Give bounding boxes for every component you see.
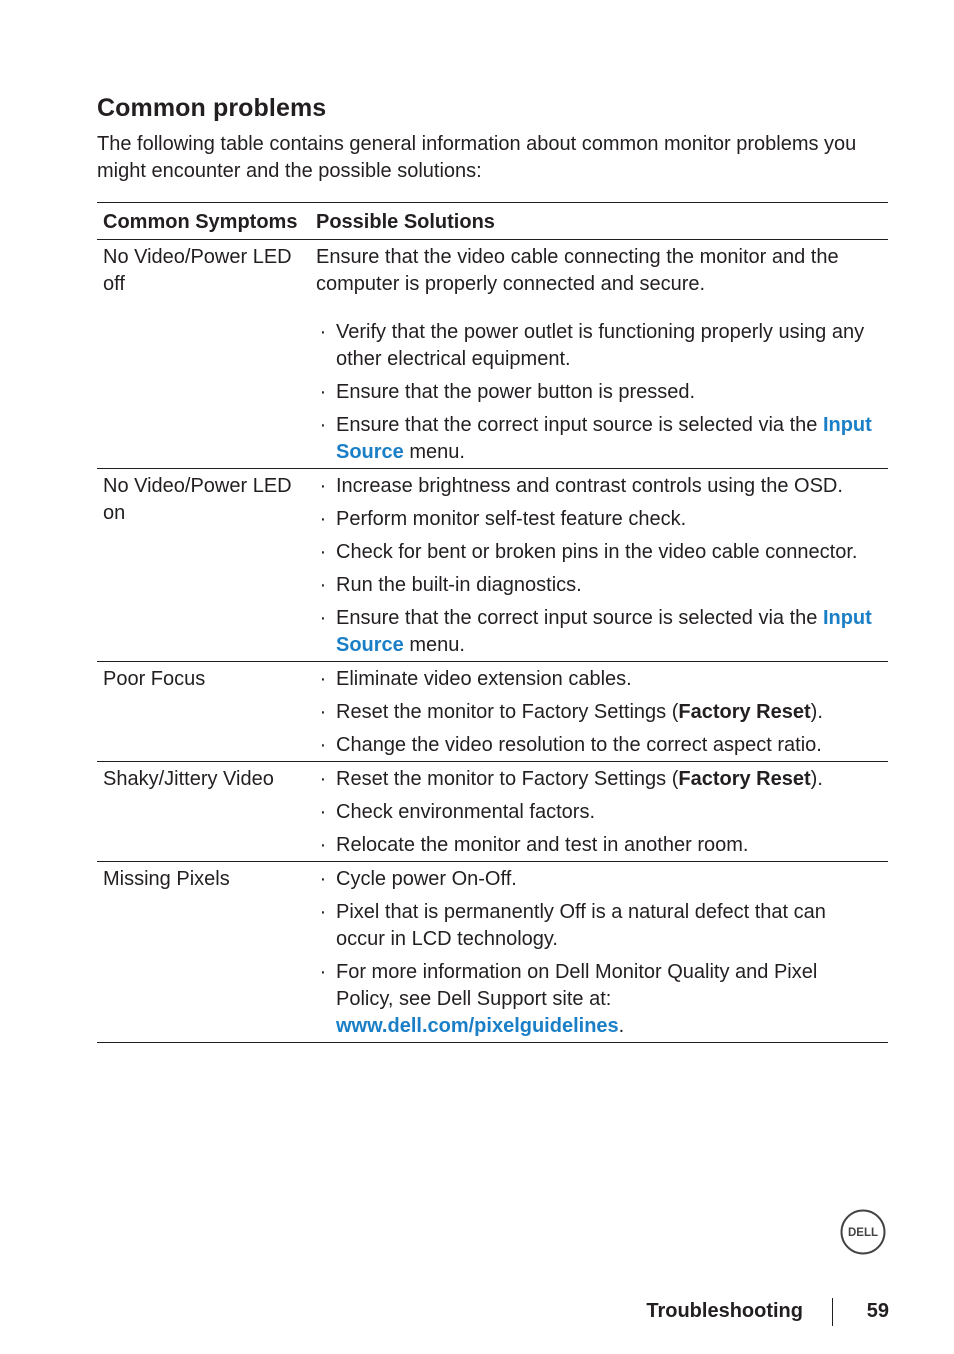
bullet-icon: · — [319, 508, 327, 530]
solution-text: menu. — [403, 441, 465, 463]
solution-list — [316, 866, 880, 1040]
solution-item — [316, 832, 880, 859]
common-problems-table — [97, 202, 888, 1043]
solution-item — [316, 899, 880, 953]
solution-text: For more information on Dell Monitor Quality and Pixel Policy, see Dell Support site at: — [336, 961, 818, 1010]
table-body — [97, 240, 888, 1043]
solution-item — [316, 699, 880, 726]
solution-item — [316, 605, 880, 659]
solution-item — [316, 319, 880, 373]
symptom-cell: Missing Pixels — [103, 868, 230, 890]
input-source-menu-ref: Input Source — [336, 607, 872, 656]
solutions-cell — [310, 862, 888, 1043]
page-number: 59 — [866, 1300, 889, 1322]
solution-item — [316, 866, 880, 893]
factory-reset-ref: Factory Reset — [678, 768, 811, 790]
solution-text: Reset the monitor to Factory Settings ( — [336, 768, 679, 790]
solution-text: Cycle power On-Off. — [336, 868, 517, 890]
bullet-icon: · — [319, 701, 327, 723]
bullet-icon: · — [319, 414, 327, 436]
bullet-icon: · — [319, 768, 327, 790]
solution-item — [316, 799, 880, 826]
bullet-icon: · — [319, 868, 327, 890]
solution-item — [316, 666, 880, 693]
solution-text: menu. — [403, 634, 465, 656]
solution-item — [316, 959, 880, 1040]
table-row — [97, 469, 888, 662]
solution-item — [316, 766, 880, 793]
bullet-icon: · — [319, 801, 327, 823]
solution-list — [316, 666, 880, 759]
table-header-row — [97, 203, 888, 240]
symptom-cell: Poor Focus — [103, 668, 206, 690]
solution-text: Ensure that the power button is pressed. — [336, 381, 696, 403]
solution-paragraph: Ensure that the video cable connecting the monitor and the computer is properly connected and secure. — [316, 246, 839, 295]
symptom-cell: No Video/Power LED off — [103, 246, 292, 295]
bullet-icon: · — [319, 834, 327, 856]
table-row — [97, 662, 888, 762]
solution-item — [316, 572, 880, 599]
footer-divider — [832, 1298, 833, 1326]
table-row — [97, 240, 888, 469]
footer-section-title: Troubleshooting — [646, 1300, 803, 1322]
bullet-icon: · — [319, 901, 327, 923]
solutions-cell — [310, 240, 888, 469]
solution-text: Check for bent or broken pins in the video cable connector. — [336, 541, 858, 563]
header-symptoms: Common Symptoms — [103, 211, 298, 233]
solution-list — [316, 766, 880, 859]
solution-text: Ensure that the correct input source is selected via the — [336, 607, 823, 629]
solution-list — [316, 319, 880, 466]
symptom-cell: Shaky/Jittery Video — [103, 768, 274, 790]
solution-text: Reset the monitor to Factory Settings ( — [336, 701, 679, 723]
solution-text: . — [618, 1015, 625, 1037]
solution-text: Eliminate video extension cables. — [336, 668, 632, 690]
dell-logo-icon — [840, 1209, 886, 1255]
solution-text: Change the video resolution to the correct aspect ratio. — [336, 734, 822, 756]
solution-item — [316, 732, 880, 759]
factory-reset-ref: Factory Reset — [678, 701, 811, 723]
bullet-icon: · — [319, 668, 327, 690]
pixel-guidelines-link[interactable]: www.dell.com/pixelguidelines — [336, 1015, 619, 1037]
page-title: Common problems — [97, 94, 327, 122]
solution-text: Increase brightness and contrast controls using the OSD. — [336, 475, 843, 497]
solutions-cell — [310, 662, 888, 762]
header-solutions: Possible Solutions — [316, 211, 495, 233]
intro-paragraph: The following table contains general information about common monitor problems you might encounter and the possible solutions: — [97, 133, 857, 182]
solution-text: Run the built-in diagnostics. — [336, 574, 582, 596]
solution-text: Pixel that is permanently Off is a natural defect that can occur in LCD technology. — [336, 901, 826, 950]
bullet-icon: · — [319, 961, 327, 983]
bullet-icon: · — [319, 321, 327, 343]
table-row — [97, 762, 888, 862]
bullet-icon: · — [319, 475, 327, 497]
solution-text: ). — [810, 701, 823, 723]
input-source-menu-ref: Input Source — [336, 414, 872, 463]
solution-text: Perform monitor self-test feature check. — [336, 508, 687, 530]
solution-item — [316, 539, 880, 566]
solutions-cell — [310, 762, 888, 862]
page-footer — [600, 1298, 889, 1330]
solution-item — [316, 412, 880, 466]
solution-text: Relocate the monitor and test in another room. — [336, 834, 749, 856]
solution-item — [316, 473, 880, 500]
solution-text: Ensure that the correct input source is selected via the — [336, 414, 823, 436]
solutions-cell — [310, 469, 888, 662]
bullet-icon: · — [319, 734, 327, 756]
solution-text: Check environmental factors. — [336, 801, 596, 823]
solution-text: ). — [810, 768, 823, 790]
symptom-cell: No Video/Power LED on — [103, 475, 292, 524]
bullet-icon: · — [319, 541, 327, 563]
solution-list — [316, 473, 880, 659]
bullet-icon: · — [319, 607, 327, 629]
solution-item — [316, 506, 880, 533]
table-row — [97, 862, 888, 1043]
solution-text: Verify that the power outlet is functioning properly using any other electrical equipment. — [336, 321, 865, 370]
solution-item — [316, 379, 880, 406]
bullet-icon: · — [319, 381, 327, 403]
dell-logo-text: DELL — [847, 1227, 879, 1239]
bullet-icon: · — [319, 574, 327, 596]
